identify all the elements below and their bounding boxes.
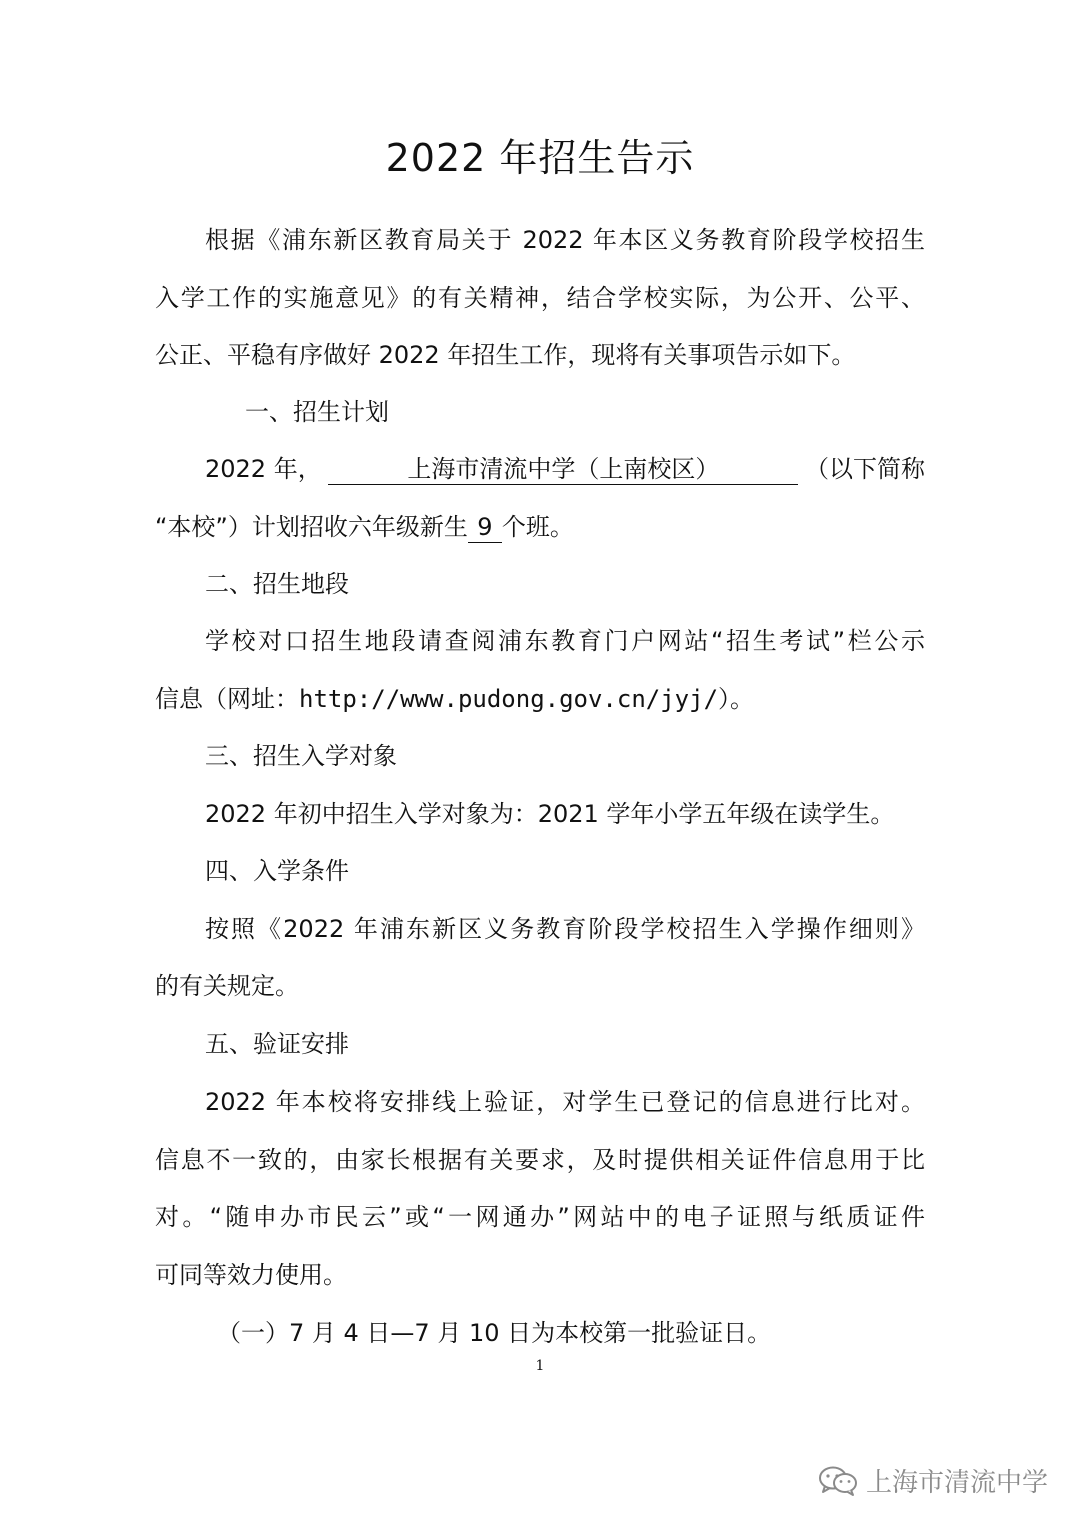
section-1-abbr: （以下简称 <box>805 455 925 483</box>
section-2-line-2-post: ）。 <box>718 685 755 713</box>
section-5-heading: 五、验证安排 <box>205 1030 349 1058</box>
section-3-line-1: 2022 年初中招生入学对象为：2021 学年小学五年级在读学生。 <box>205 800 895 828</box>
class-count-field: 9 <box>468 512 502 543</box>
section-2-heading: 二、招生地段 <box>205 570 349 598</box>
section-5-line-4: 可同等效力使用。 <box>155 1261 347 1289</box>
section-3-heading: 三、招生入学对象 <box>205 742 397 770</box>
page-title: 2022 年招生告示 <box>385 136 695 180</box>
section-1-line-2-pre: “本校”）计划招收六年级新生 <box>155 513 468 541</box>
section-5-line-2: 信息不一致的，由家长根据有关要求，及时提供相关证件信息用于比 <box>155 1146 925 1174</box>
section-2-line-2-pre: 信息（网址： <box>155 685 299 713</box>
intro-line-2: 入学工作的实施意见》的有关精神，结合学校实际，为公开、公平、 <box>155 284 925 312</box>
section-4-heading: 四、入学条件 <box>205 857 349 885</box>
section-1-line-1 <box>155 451 925 487</box>
wechat-icon <box>818 1465 858 1497</box>
section-2-line-2 <box>155 681 925 717</box>
section-5-line-3: 对。“随申办市民云”或“一网通办”网站中的电子证照与纸质证件 <box>155 1203 925 1231</box>
intro-line-1: 根据《浦东新区教育局关于 2022 年本区义务教育阶段学校招生 <box>205 226 925 254</box>
intro-line-3: 公正、平稳有序做好 2022 年招生工作，现将有关事项告示如下。 <box>155 341 856 369</box>
account-name: 上海市清流中学 <box>865 1468 1048 1498</box>
section-2-line-1: 学校对口招生地段请查阅浦东教育门户网站“招生考试”栏公示 <box>205 627 925 655</box>
section-4-line-2: 的有关规定。 <box>155 972 299 1000</box>
school-name-field: 上海市清流中学（上南校区） <box>328 454 798 485</box>
portal-url: http://www.pudong.gov.cn/jyj/ <box>299 685 719 713</box>
section-5-line-1: 2022 年本校将安排线上验证，对学生已登记的信息进行比对。 <box>205 1088 925 1116</box>
section-4-line-1: 按照《2022 年浦东新区义务教育阶段学校招生入学操作细则》 <box>205 915 925 943</box>
section-1-year: 2022 年， <box>205 455 322 483</box>
section-1-heading: 一、招生计划 <box>245 398 389 426</box>
section-1-line-2-post: 个班。 <box>501 513 574 541</box>
account-watermark <box>818 1462 1048 1499</box>
section-1-line-2 <box>155 509 925 545</box>
section-5-item-1: （一）7 月 4 日—7 月 10 日为本校第一批验证日。 <box>217 1319 772 1347</box>
page-number: 1 <box>535 1358 545 1374</box>
